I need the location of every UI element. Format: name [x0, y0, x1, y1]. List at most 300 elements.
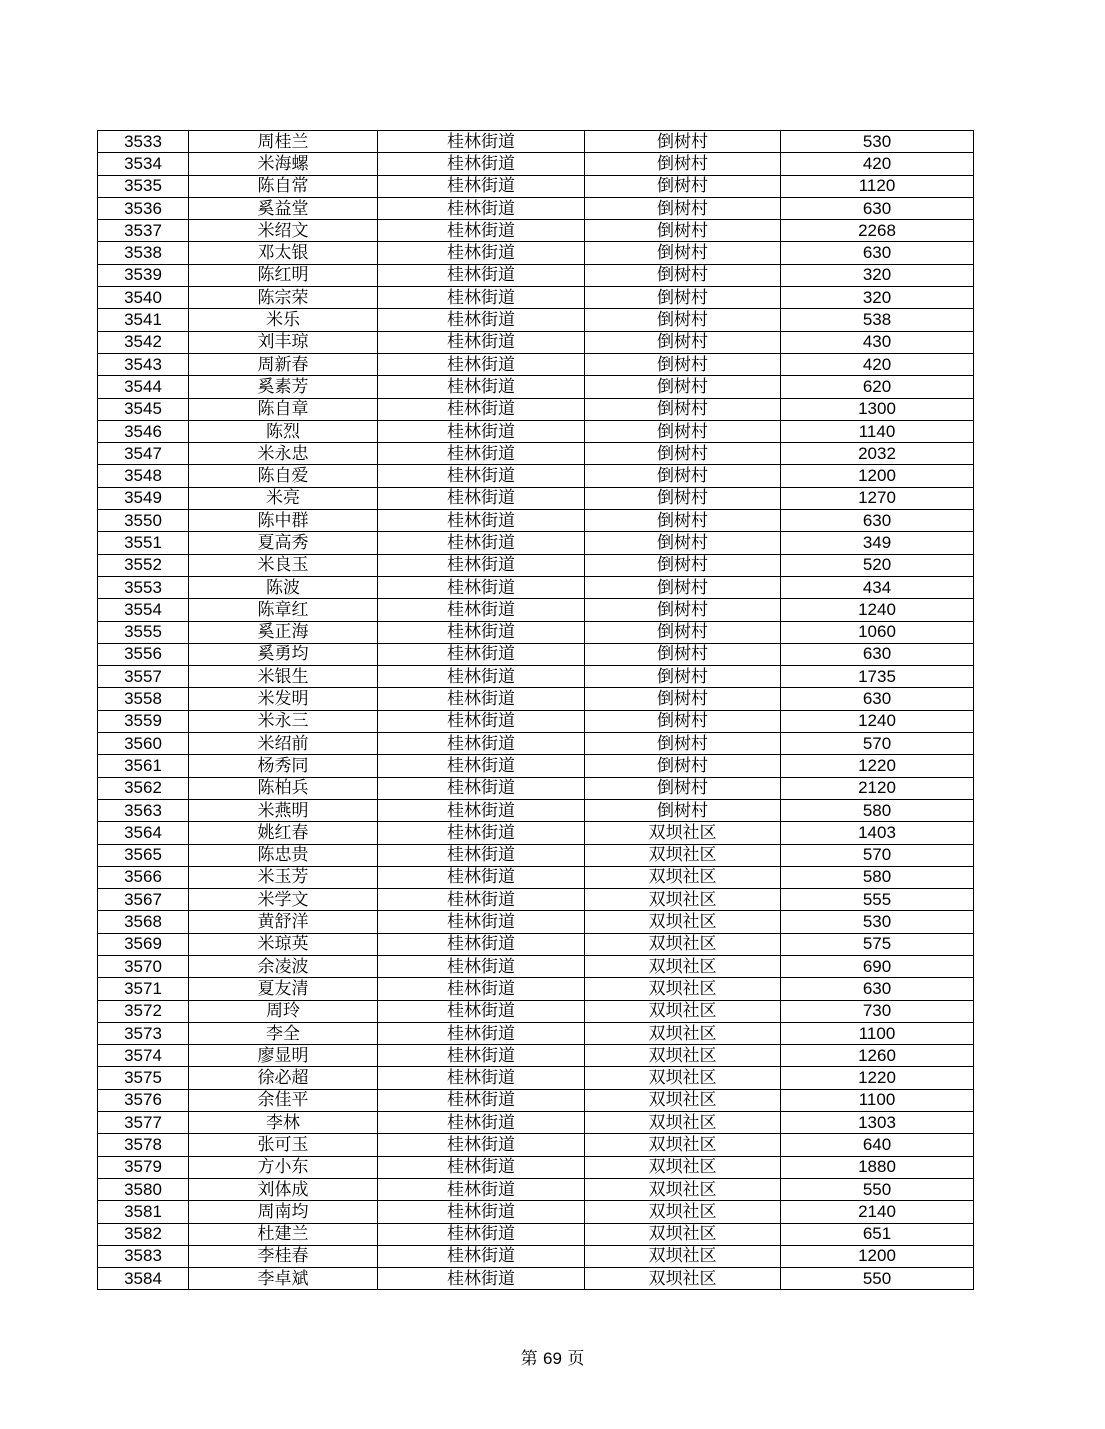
serial-cell: 3541: [98, 309, 189, 331]
amount-cell: 1200: [781, 1245, 974, 1267]
village-cell: 倒树村: [585, 799, 781, 821]
street-cell: 桂林街道: [378, 487, 585, 509]
serial-cell: 3558: [98, 688, 189, 710]
street-cell: 桂林街道: [378, 1245, 585, 1267]
street-cell: 桂林街道: [378, 955, 585, 977]
table-row: [98, 1134, 974, 1156]
serial-cell: 3578: [98, 1134, 189, 1156]
serial-cell: 3543: [98, 353, 189, 375]
street-cell: 桂林街道: [378, 554, 585, 576]
street-cell: 桂林街道: [378, 710, 585, 732]
village-cell: 倒树村: [585, 688, 781, 710]
name-cell: 米永忠: [189, 443, 378, 465]
street-cell: 桂林街道: [378, 1022, 585, 1044]
name-cell: 夏友清: [189, 978, 378, 1000]
street-cell: 桂林街道: [378, 799, 585, 821]
amount-cell: 1220: [781, 755, 974, 777]
serial-cell: 3551: [98, 532, 189, 554]
village-cell: 倒树村: [585, 465, 781, 487]
village-cell: 双坝社区: [585, 1178, 781, 1200]
table-row: [98, 688, 974, 710]
street-cell: 桂林街道: [378, 1134, 585, 1156]
amount-cell: 538: [781, 309, 974, 331]
amount-cell: 420: [781, 153, 974, 175]
serial-cell: 3547: [98, 443, 189, 465]
serial-cell: 3552: [98, 554, 189, 576]
street-cell: 桂林街道: [378, 911, 585, 933]
table-row: [98, 487, 974, 509]
street-cell: 桂林街道: [378, 666, 585, 688]
table-row: [98, 220, 974, 242]
amount-cell: 550: [781, 1268, 974, 1290]
name-cell: 陈自爱: [189, 465, 378, 487]
records-table: [97, 130, 974, 1290]
village-cell: 倒树村: [585, 376, 781, 398]
amount-cell: 420: [781, 353, 974, 375]
name-cell: 廖显明: [189, 1045, 378, 1067]
village-cell: 双坝社区: [585, 955, 781, 977]
table-row: [98, 799, 974, 821]
amount-cell: 630: [781, 978, 974, 1000]
name-cell: 刘丰琼: [189, 331, 378, 353]
name-cell: 奚素芳: [189, 376, 378, 398]
serial-cell: 3573: [98, 1022, 189, 1044]
serial-cell: 3569: [98, 933, 189, 955]
village-cell: 双坝社区: [585, 1000, 781, 1022]
amount-cell: 1240: [781, 710, 974, 732]
village-cell: 双坝社区: [585, 1245, 781, 1267]
street-cell: 桂林街道: [378, 287, 585, 309]
amount-cell: 1240: [781, 599, 974, 621]
name-cell: 姚红春: [189, 822, 378, 844]
table-row: [98, 153, 974, 175]
name-cell: 李卓斌: [189, 1268, 378, 1290]
street-cell: 桂林街道: [378, 889, 585, 911]
street-cell: 桂林街道: [378, 309, 585, 331]
amount-cell: 651: [781, 1223, 974, 1245]
table-row: [98, 242, 974, 264]
amount-cell: 550: [781, 1178, 974, 1200]
table-row: [98, 1268, 974, 1290]
street-cell: 桂林街道: [378, 777, 585, 799]
village-cell: 倒树村: [585, 532, 781, 554]
name-cell: 陈波: [189, 576, 378, 598]
table-row: [98, 643, 974, 665]
street-cell: 桂林街道: [378, 376, 585, 398]
serial-cell: 3534: [98, 153, 189, 175]
name-cell: 张可玉: [189, 1134, 378, 1156]
table-row: [98, 822, 974, 844]
village-cell: 双坝社区: [585, 911, 781, 933]
records-table-body: [98, 131, 974, 1290]
street-cell: 桂林街道: [378, 688, 585, 710]
village-cell: 倒树村: [585, 309, 781, 331]
village-cell: 双坝社区: [585, 1089, 781, 1111]
name-cell: 余佳平: [189, 1089, 378, 1111]
village-cell: 倒树村: [585, 197, 781, 219]
serial-cell: 3537: [98, 220, 189, 242]
table-row: [98, 1245, 974, 1267]
amount-cell: 555: [781, 889, 974, 911]
amount-cell: 520: [781, 554, 974, 576]
street-cell: 桂林街道: [378, 978, 585, 1000]
table-row: [98, 331, 974, 353]
serial-cell: 3571: [98, 978, 189, 1000]
name-cell: 米玉芳: [189, 866, 378, 888]
amount-cell: 630: [781, 688, 974, 710]
table-row: [98, 1067, 974, 1089]
amount-cell: 570: [781, 733, 974, 755]
serial-cell: 3572: [98, 1000, 189, 1022]
serial-cell: 3565: [98, 844, 189, 866]
street-cell: 桂林街道: [378, 621, 585, 643]
amount-cell: 434: [781, 576, 974, 598]
amount-cell: 2120: [781, 777, 974, 799]
page-footer-prefix: 第: [520, 1349, 538, 1369]
village-cell: 倒树村: [585, 777, 781, 799]
village-cell: 双坝社区: [585, 889, 781, 911]
serial-cell: 3560: [98, 733, 189, 755]
amount-cell: 580: [781, 866, 974, 888]
street-cell: 桂林街道: [378, 755, 585, 777]
street-cell: 桂林街道: [378, 576, 585, 598]
village-cell: 倒树村: [585, 353, 781, 375]
street-cell: 桂林街道: [378, 153, 585, 175]
village-cell: 倒树村: [585, 510, 781, 532]
serial-cell: 3538: [98, 242, 189, 264]
table-row: [98, 710, 974, 732]
serial-cell: 3564: [98, 822, 189, 844]
serial-cell: 3554: [98, 599, 189, 621]
amount-cell: 580: [781, 799, 974, 821]
table-row: [98, 1112, 974, 1134]
village-cell: 双坝社区: [585, 844, 781, 866]
name-cell: 米燕明: [189, 799, 378, 821]
village-cell: 倒树村: [585, 733, 781, 755]
serial-cell: 3553: [98, 576, 189, 598]
table-row: [98, 621, 974, 643]
table-row: [98, 978, 974, 1000]
name-cell: 米良玉: [189, 554, 378, 576]
table-row: [98, 666, 974, 688]
amount-cell: 570: [781, 844, 974, 866]
village-cell: 倒树村: [585, 264, 781, 286]
amount-cell: 1220: [781, 1067, 974, 1089]
street-cell: 桂林街道: [378, 220, 585, 242]
amount-cell: 1403: [781, 822, 974, 844]
street-cell: 桂林街道: [378, 1268, 585, 1290]
page-footer-suffix: 页: [567, 1349, 585, 1369]
name-cell: 陈中群: [189, 510, 378, 532]
village-cell: 双坝社区: [585, 822, 781, 844]
name-cell: 奚勇均: [189, 643, 378, 665]
street-cell: 桂林街道: [378, 465, 585, 487]
village-cell: 倒树村: [585, 755, 781, 777]
street-cell: 桂林街道: [378, 443, 585, 465]
serial-cell: 3539: [98, 264, 189, 286]
amount-cell: 349: [781, 532, 974, 554]
name-cell: 陈章红: [189, 599, 378, 621]
table-row: [98, 911, 974, 933]
street-cell: 桂林街道: [378, 1067, 585, 1089]
amount-cell: 530: [781, 911, 974, 933]
amount-cell: 575: [781, 933, 974, 955]
serial-cell: 3576: [98, 1089, 189, 1111]
village-cell: 双坝社区: [585, 1156, 781, 1178]
street-cell: 桂林街道: [378, 822, 585, 844]
name-cell: 陈柏兵: [189, 777, 378, 799]
name-cell: 陈忠贵: [189, 844, 378, 866]
serial-cell: 3544: [98, 376, 189, 398]
street-cell: 桂林街道: [378, 353, 585, 375]
village-cell: 倒树村: [585, 710, 781, 732]
village-cell: 双坝社区: [585, 1268, 781, 1290]
street-cell: 桂林街道: [378, 1089, 585, 1111]
serial-cell: 3561: [98, 755, 189, 777]
street-cell: 桂林街道: [378, 1156, 585, 1178]
name-cell: 黄舒洋: [189, 911, 378, 933]
serial-cell: 3555: [98, 621, 189, 643]
street-cell: 桂林街道: [378, 264, 585, 286]
table-row: [98, 353, 974, 375]
name-cell: 奚益堂: [189, 197, 378, 219]
serial-cell: 3566: [98, 866, 189, 888]
street-cell: 桂林街道: [378, 197, 585, 219]
table-row: [98, 1022, 974, 1044]
name-cell: 米发明: [189, 688, 378, 710]
village-cell: 倒树村: [585, 420, 781, 442]
name-cell: 米绍前: [189, 733, 378, 755]
name-cell: 米乐: [189, 309, 378, 331]
table-row: [98, 755, 974, 777]
street-cell: 桂林街道: [378, 599, 585, 621]
street-cell: 桂林街道: [378, 643, 585, 665]
serial-cell: 3550: [98, 510, 189, 532]
street-cell: 桂林街道: [378, 733, 585, 755]
serial-cell: 3559: [98, 710, 189, 732]
table-row: [98, 1178, 974, 1200]
street-cell: 桂林街道: [378, 1223, 585, 1245]
amount-cell: 730: [781, 1000, 974, 1022]
serial-cell: 3579: [98, 1156, 189, 1178]
name-cell: 米海螺: [189, 153, 378, 175]
street-cell: 桂林街道: [378, 1000, 585, 1022]
table-row: [98, 264, 974, 286]
name-cell: 方小东: [189, 1156, 378, 1178]
amount-cell: 530: [781, 131, 974, 153]
street-cell: 桂林街道: [378, 1178, 585, 1200]
village-cell: 倒树村: [585, 331, 781, 353]
amount-cell: 1200: [781, 465, 974, 487]
page-number: 69: [543, 1349, 562, 1368]
table-row: [98, 576, 974, 598]
amount-cell: 320: [781, 287, 974, 309]
table-row: [98, 398, 974, 420]
table-row: [98, 510, 974, 532]
name-cell: 周南均: [189, 1201, 378, 1223]
street-cell: 桂林街道: [378, 532, 585, 554]
amount-cell: 1880: [781, 1156, 974, 1178]
table-row: [98, 1089, 974, 1111]
amount-cell: 630: [781, 242, 974, 264]
village-cell: 倒树村: [585, 287, 781, 309]
village-cell: 双坝社区: [585, 1112, 781, 1134]
village-cell: 倒树村: [585, 443, 781, 465]
serial-cell: 3540: [98, 287, 189, 309]
village-cell: 双坝社区: [585, 1067, 781, 1089]
serial-cell: 3581: [98, 1201, 189, 1223]
village-cell: 倒树村: [585, 554, 781, 576]
table-row: [98, 733, 974, 755]
village-cell: 倒树村: [585, 131, 781, 153]
serial-cell: 3556: [98, 643, 189, 665]
name-cell: 陈宗荣: [189, 287, 378, 309]
village-cell: 双坝社区: [585, 933, 781, 955]
street-cell: 桂林街道: [378, 510, 585, 532]
street-cell: 桂林街道: [378, 1201, 585, 1223]
serial-cell: 3584: [98, 1268, 189, 1290]
amount-cell: 1303: [781, 1112, 974, 1134]
street-cell: 桂林街道: [378, 1112, 585, 1134]
page-footer: [0, 1344, 1105, 1369]
table-row: [98, 844, 974, 866]
village-cell: 倒树村: [585, 576, 781, 598]
serial-cell: 3535: [98, 175, 189, 197]
name-cell: 杨秀同: [189, 755, 378, 777]
name-cell: 邓太银: [189, 242, 378, 264]
name-cell: 米银生: [189, 666, 378, 688]
village-cell: 双坝社区: [585, 1045, 781, 1067]
amount-cell: 1100: [781, 1022, 974, 1044]
serial-cell: 3567: [98, 889, 189, 911]
village-cell: 双坝社区: [585, 1022, 781, 1044]
amount-cell: 430: [781, 331, 974, 353]
name-cell: 周玲: [189, 1000, 378, 1022]
street-cell: 桂林街道: [378, 1045, 585, 1067]
table-row: [98, 465, 974, 487]
table-row: [98, 532, 974, 554]
village-cell: 双坝社区: [585, 978, 781, 1000]
table-row: [98, 309, 974, 331]
table-row: [98, 554, 974, 576]
amount-cell: 2032: [781, 443, 974, 465]
name-cell: 徐必超: [189, 1067, 378, 1089]
table-row: [98, 889, 974, 911]
amount-cell: 630: [781, 643, 974, 665]
name-cell: 奚正海: [189, 621, 378, 643]
amount-cell: 1100: [781, 1089, 974, 1111]
serial-cell: 3577: [98, 1112, 189, 1134]
street-cell: 桂林街道: [378, 866, 585, 888]
table-row: [98, 420, 974, 442]
serial-cell: 3562: [98, 777, 189, 799]
amount-cell: 630: [781, 197, 974, 219]
name-cell: 杜建兰: [189, 1223, 378, 1245]
table-row: [98, 1223, 974, 1245]
amount-cell: 1140: [781, 420, 974, 442]
serial-cell: 3533: [98, 131, 189, 153]
street-cell: 桂林街道: [378, 175, 585, 197]
serial-cell: 3580: [98, 1178, 189, 1200]
amount-cell: 320: [781, 264, 974, 286]
name-cell: 李桂春: [189, 1245, 378, 1267]
amount-cell: 630: [781, 510, 974, 532]
amount-cell: 1300: [781, 398, 974, 420]
serial-cell: 3542: [98, 331, 189, 353]
table-row: [98, 933, 974, 955]
serial-cell: 3570: [98, 955, 189, 977]
street-cell: 桂林街道: [378, 331, 585, 353]
table-row: [98, 1201, 974, 1223]
village-cell: 倒树村: [585, 175, 781, 197]
village-cell: 倒树村: [585, 643, 781, 665]
serial-cell: 3546: [98, 420, 189, 442]
village-cell: 倒树村: [585, 599, 781, 621]
village-cell: 倒树村: [585, 242, 781, 264]
street-cell: 桂林街道: [378, 242, 585, 264]
village-cell: 倒树村: [585, 153, 781, 175]
name-cell: 米亮: [189, 487, 378, 509]
amount-cell: 620: [781, 376, 974, 398]
table-row: [98, 866, 974, 888]
table-row: [98, 777, 974, 799]
table-row: [98, 376, 974, 398]
street-cell: 桂林街道: [378, 933, 585, 955]
name-cell: 周新春: [189, 353, 378, 375]
amount-cell: 1270: [781, 487, 974, 509]
name-cell: 夏高秀: [189, 532, 378, 554]
table-row: [98, 1156, 974, 1178]
table-row: [98, 1000, 974, 1022]
village-cell: 倒树村: [585, 398, 781, 420]
name-cell: 陈自常: [189, 175, 378, 197]
amount-cell: 2268: [781, 220, 974, 242]
village-cell: 倒树村: [585, 621, 781, 643]
serial-cell: 3536: [98, 197, 189, 219]
amount-cell: 2140: [781, 1201, 974, 1223]
serial-cell: 3575: [98, 1067, 189, 1089]
name-cell: 陈烈: [189, 420, 378, 442]
name-cell: 陈红明: [189, 264, 378, 286]
serial-cell: 3563: [98, 799, 189, 821]
village-cell: 倒树村: [585, 220, 781, 242]
table-row: [98, 197, 974, 219]
street-cell: 桂林街道: [378, 398, 585, 420]
table-row: [98, 175, 974, 197]
name-cell: 李林: [189, 1112, 378, 1134]
street-cell: 桂林街道: [378, 844, 585, 866]
village-cell: 双坝社区: [585, 1134, 781, 1156]
serial-cell: 3583: [98, 1245, 189, 1267]
name-cell: 陈自章: [189, 398, 378, 420]
serial-cell: 3548: [98, 465, 189, 487]
name-cell: 米永三: [189, 710, 378, 732]
serial-cell: 3549: [98, 487, 189, 509]
village-cell: 双坝社区: [585, 866, 781, 888]
name-cell: 米学文: [189, 889, 378, 911]
amount-cell: 1260: [781, 1045, 974, 1067]
serial-cell: 3582: [98, 1223, 189, 1245]
table-row: [98, 131, 974, 153]
name-cell: 米绍文: [189, 220, 378, 242]
village-cell: 双坝社区: [585, 1201, 781, 1223]
name-cell: 米琼英: [189, 933, 378, 955]
village-cell: 倒树村: [585, 666, 781, 688]
amount-cell: 690: [781, 955, 974, 977]
table-row: [98, 287, 974, 309]
village-cell: 倒树村: [585, 487, 781, 509]
serial-cell: 3557: [98, 666, 189, 688]
